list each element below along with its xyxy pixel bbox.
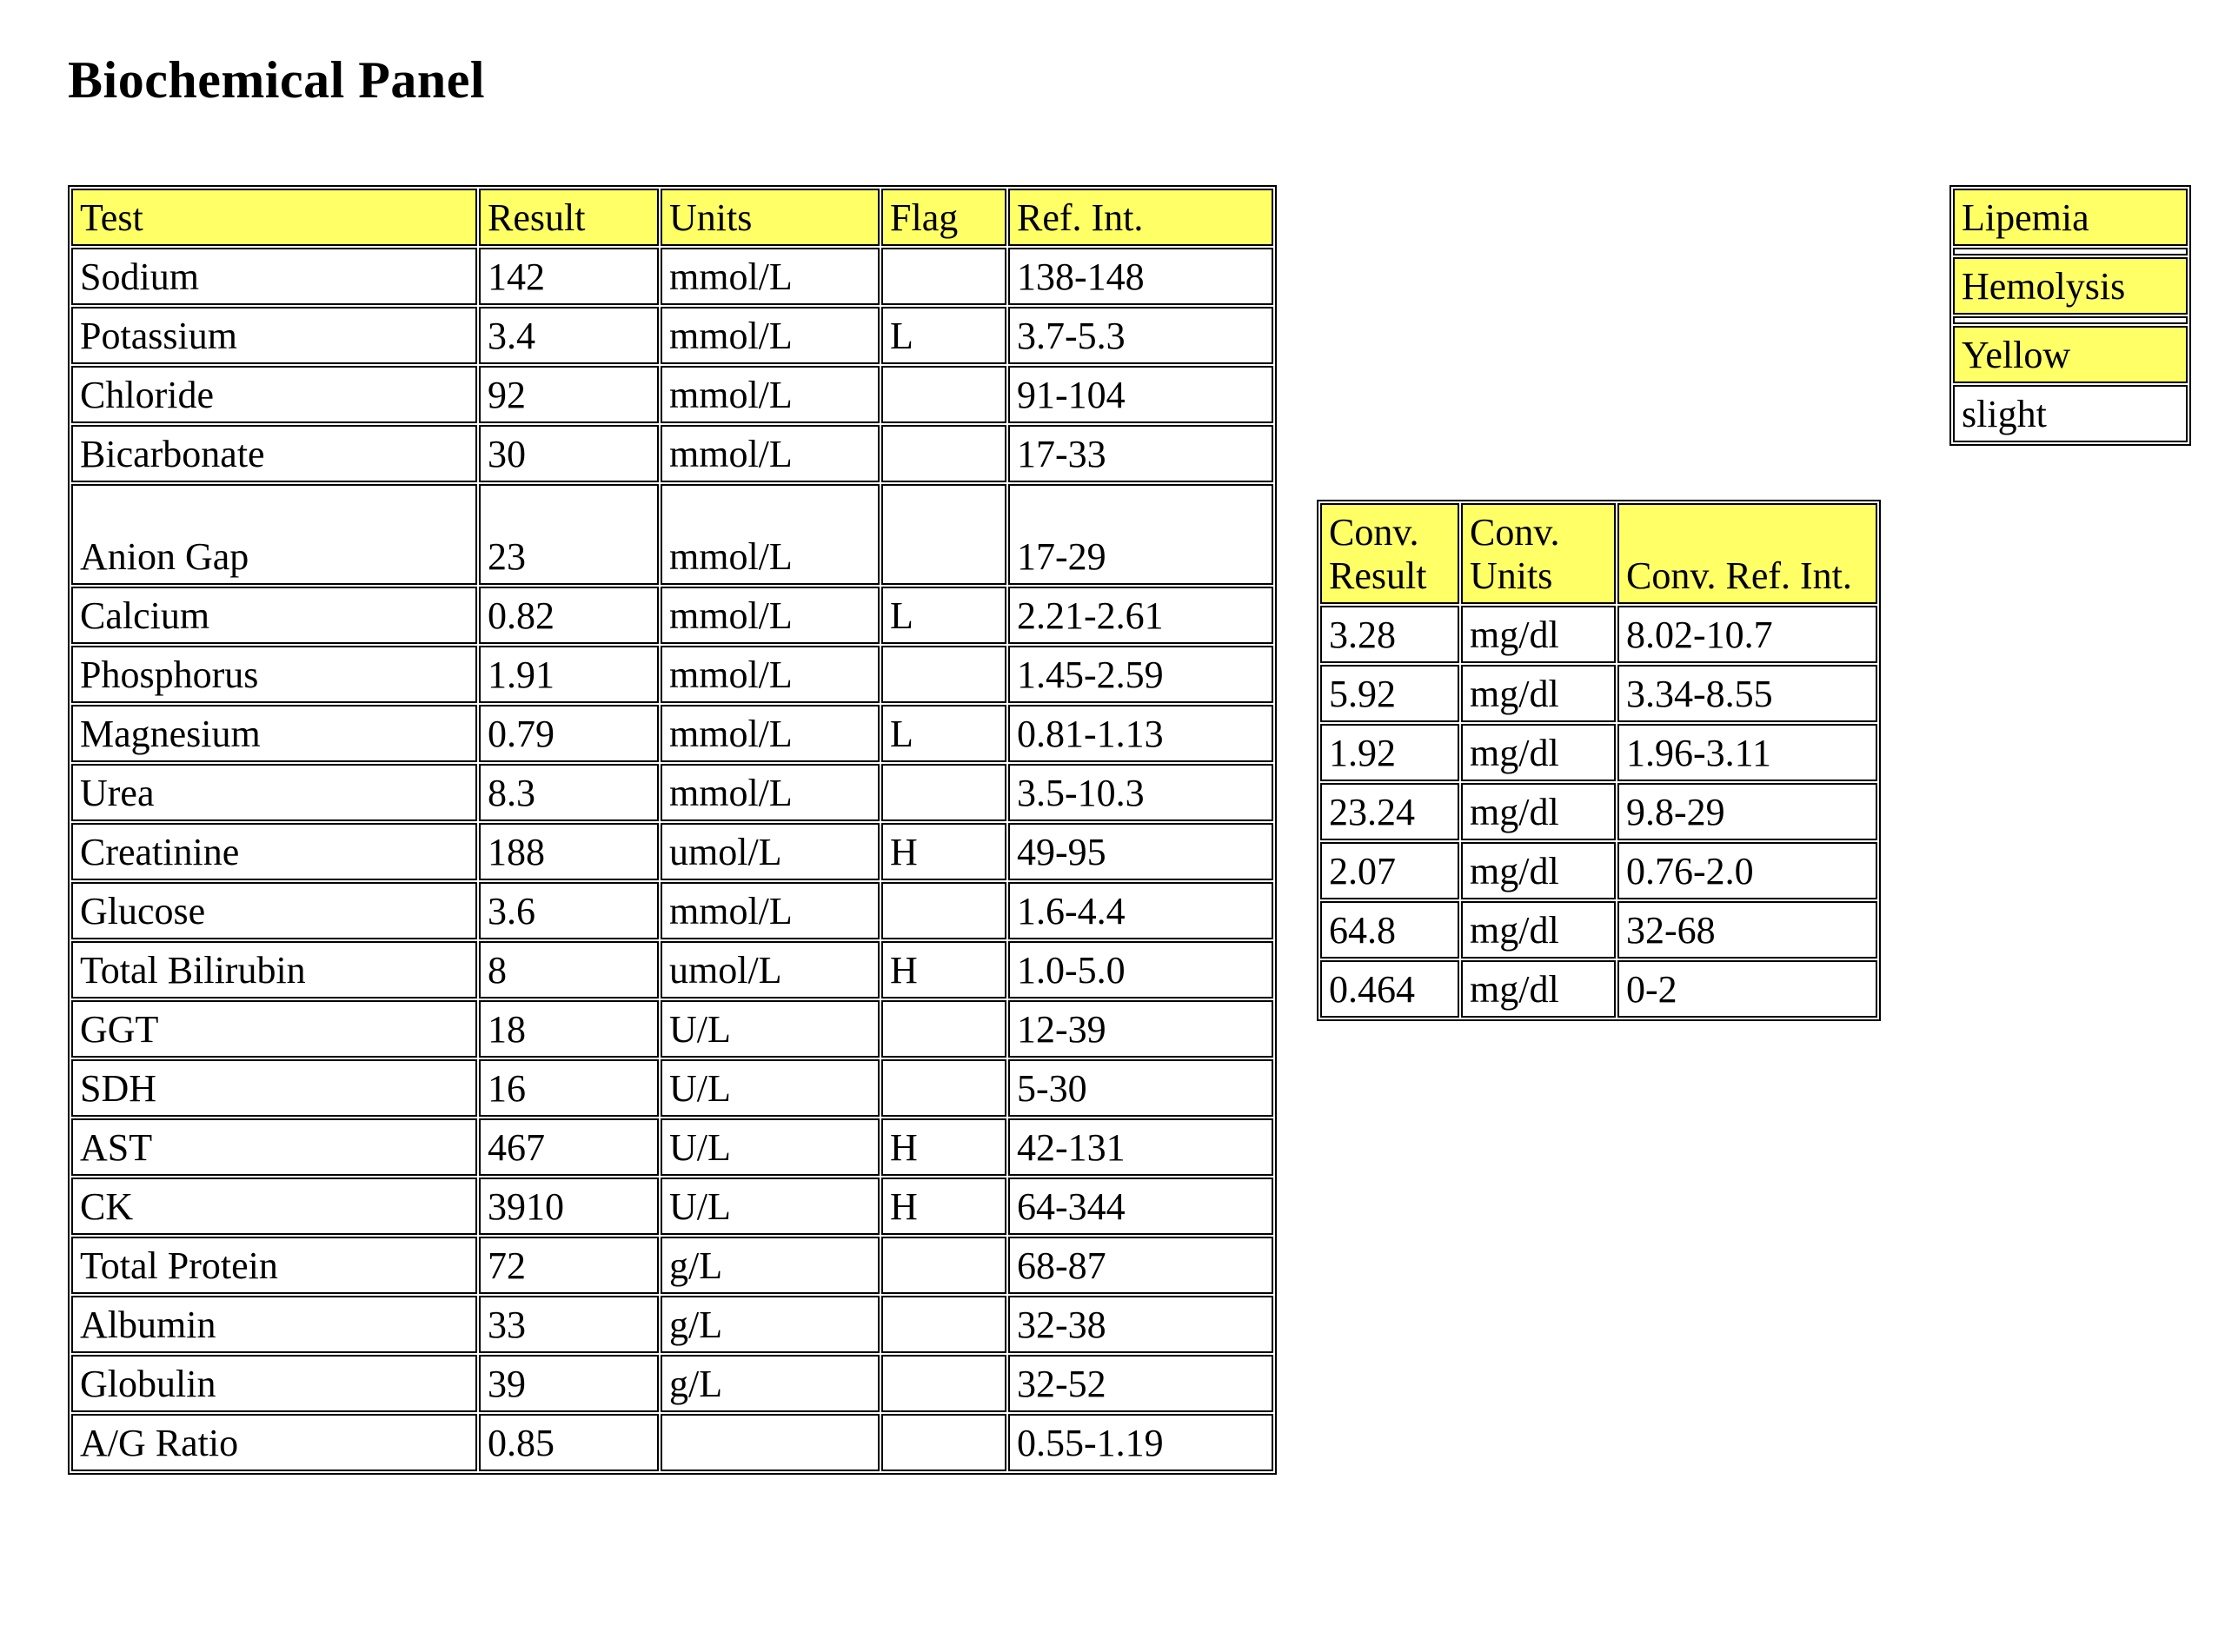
biochem-cell: 17-33 xyxy=(1008,425,1273,482)
biochem-cell: 2.21-2.61 xyxy=(1008,587,1273,644)
table-row xyxy=(71,366,1273,423)
biochem-cell xyxy=(881,248,1006,305)
biochem-cell: mmol/L xyxy=(661,366,880,423)
table-row xyxy=(1320,842,1877,899)
column-header-test: Test xyxy=(71,189,477,246)
biochem-cell: mmol/L xyxy=(661,587,880,644)
biochem-cell: 0.79 xyxy=(479,705,659,762)
biochem-cell: g/L xyxy=(661,1237,880,1294)
conv-header-row xyxy=(1320,503,1877,604)
table-row xyxy=(71,1355,1273,1412)
biochem-cell: L xyxy=(881,307,1006,364)
conv-cell: 9.8-29 xyxy=(1617,783,1877,840)
biochem-cell: L xyxy=(881,705,1006,762)
biochem-cell: L xyxy=(881,587,1006,644)
biochem-cell xyxy=(661,1414,880,1471)
biochem-cell: 188 xyxy=(479,823,659,880)
biochem-cell: Anion Gap xyxy=(71,484,477,585)
table-row xyxy=(71,248,1273,305)
conv-cell: mg/dl xyxy=(1461,842,1616,899)
biochem-cell: Magnesium xyxy=(71,705,477,762)
table-row xyxy=(1953,189,2188,246)
conv-cell: 1.96-3.11 xyxy=(1617,724,1877,781)
biochem-cell: 64-344 xyxy=(1008,1178,1273,1235)
biochem-cell: mmol/L xyxy=(661,248,880,305)
biochem-cell: 1.0-5.0 xyxy=(1008,941,1273,998)
table-row xyxy=(71,1178,1273,1235)
biochem-cell: Chloride xyxy=(71,366,477,423)
biochem-cell: g/L xyxy=(661,1296,880,1353)
biochem-cell: U/L xyxy=(661,1178,880,1235)
biochem-cell: Urea xyxy=(71,764,477,821)
table-row xyxy=(71,941,1273,998)
biochem-cell: 1.91 xyxy=(479,646,659,703)
biochem-cell: mmol/L xyxy=(661,705,880,762)
biochem-cell xyxy=(881,764,1006,821)
biochem-cell: 39 xyxy=(479,1355,659,1412)
biochem-cell: 3910 xyxy=(479,1178,659,1235)
specimen-cell: Yellow xyxy=(1953,326,2188,383)
biochem-cell: mmol/L xyxy=(661,484,880,585)
biochem-cell xyxy=(881,484,1006,585)
conv-table-body xyxy=(1320,606,1877,1018)
table-row xyxy=(71,484,1273,585)
biochem-cell: 0.55-1.19 xyxy=(1008,1414,1273,1471)
table-row xyxy=(71,1296,1273,1353)
biochem-cell: 72 xyxy=(479,1237,659,1294)
specimen-cell xyxy=(1953,248,2188,255)
table-row xyxy=(71,882,1273,939)
conv-cell: 8.02-10.7 xyxy=(1617,606,1877,663)
biochem-cell: mmol/L xyxy=(661,646,880,703)
biochem-cell: 3.4 xyxy=(479,307,659,364)
biochem-cell: Albumin xyxy=(71,1296,477,1353)
conv-cell: 2.07 xyxy=(1320,842,1459,899)
column-header-ref-int: Ref. Int. xyxy=(1008,189,1273,246)
biochem-header-row xyxy=(71,189,1273,246)
specimen-quality-table xyxy=(1949,185,2191,446)
conv-cell: mg/dl xyxy=(1461,665,1616,722)
conv-cell: 32-68 xyxy=(1617,901,1877,959)
table-row xyxy=(71,1000,1273,1058)
biochem-cell: g/L xyxy=(661,1355,880,1412)
column-header-flag: Flag xyxy=(881,189,1006,246)
biochem-cell: 467 xyxy=(479,1118,659,1176)
conv-cell: mg/dl xyxy=(1461,960,1616,1018)
specimen-cell: Lipemia xyxy=(1953,189,2188,246)
biochem-cell: Globulin xyxy=(71,1355,477,1412)
biochem-cell: 17-29 xyxy=(1008,484,1273,585)
table-row xyxy=(1953,385,2188,442)
biochem-cell: Total Bilirubin xyxy=(71,941,477,998)
table-row xyxy=(1320,724,1877,781)
biochem-cell: SDH xyxy=(71,1059,477,1117)
biochem-cell: 142 xyxy=(479,248,659,305)
biochem-cell: U/L xyxy=(661,1118,880,1176)
conv-cell: 0.76-2.0 xyxy=(1617,842,1877,899)
biochem-cell xyxy=(881,1237,1006,1294)
biochem-table-body xyxy=(71,248,1273,1471)
biochem-cell: GGT xyxy=(71,1000,477,1058)
table-row xyxy=(71,1237,1273,1294)
biochem-cell: mmol/L xyxy=(661,882,880,939)
biochem-cell: 0.85 xyxy=(479,1414,659,1471)
biochem-cell: A/G Ratio xyxy=(71,1414,477,1471)
conv-cell: 3.28 xyxy=(1320,606,1459,663)
biochem-cell: 91-104 xyxy=(1008,366,1273,423)
biochem-cell xyxy=(881,425,1006,482)
conv-cell: 0-2 xyxy=(1617,960,1877,1018)
biochem-cell: Sodium xyxy=(71,248,477,305)
biochem-cell: Total Protein xyxy=(71,1237,477,1294)
biochem-cell: CK xyxy=(71,1178,477,1235)
column-header-units: Units xyxy=(661,189,880,246)
conv-cell: 1.92 xyxy=(1320,724,1459,781)
biochem-cell: 0.82 xyxy=(479,587,659,644)
biochem-cell xyxy=(881,1000,1006,1058)
biochem-cell xyxy=(881,366,1006,423)
biochem-cell: U/L xyxy=(661,1059,880,1117)
biochem-cell xyxy=(881,1059,1006,1117)
table-row xyxy=(1953,326,2188,383)
table-row xyxy=(71,1059,1273,1117)
biochem-cell: mmol/L xyxy=(661,425,880,482)
biochem-cell: 3.6 xyxy=(479,882,659,939)
table-row xyxy=(1320,606,1877,663)
biochem-cell xyxy=(881,1296,1006,1353)
biochem-cell: Creatinine xyxy=(71,823,477,880)
table-row xyxy=(71,1118,1273,1176)
column-header-conv-units: Conv. Units xyxy=(1461,503,1616,604)
biochem-cell: 12-39 xyxy=(1008,1000,1273,1058)
biochem-cell xyxy=(881,882,1006,939)
biochem-cell: 18 xyxy=(479,1000,659,1058)
biochem-cell: H xyxy=(881,823,1006,880)
biochem-cell: H xyxy=(881,1178,1006,1235)
biochem-cell: 30 xyxy=(479,425,659,482)
biochem-cell: U/L xyxy=(661,1000,880,1058)
conv-cell: mg/dl xyxy=(1461,606,1616,663)
table-row xyxy=(1320,783,1877,840)
biochem-cell: 5-30 xyxy=(1008,1059,1273,1117)
biochem-cell: 138-148 xyxy=(1008,248,1273,305)
biochem-cell: Glucose xyxy=(71,882,477,939)
specimen-table-body xyxy=(1953,189,2188,442)
table-row xyxy=(71,587,1273,644)
table-row xyxy=(71,425,1273,482)
biochem-cell: 32-52 xyxy=(1008,1355,1273,1412)
specimen-cell: slight xyxy=(1953,385,2188,442)
column-header-result: Result xyxy=(479,189,659,246)
biochem-cell: AST xyxy=(71,1118,477,1176)
table-row xyxy=(71,823,1273,880)
biochem-cell: Bicarbonate xyxy=(71,425,477,482)
table-row xyxy=(1320,901,1877,959)
biochem-cell: 3.7-5.3 xyxy=(1008,307,1273,364)
table-row xyxy=(1320,665,1877,722)
biochem-cell: 8.3 xyxy=(479,764,659,821)
table-row xyxy=(1953,316,2188,324)
biochem-cell: 92 xyxy=(479,366,659,423)
column-header-conv-result: Conv. Result xyxy=(1320,503,1459,604)
biochem-cell: Phosphorus xyxy=(71,646,477,703)
specimen-cell: Hemolysis xyxy=(1953,257,2188,315)
biochem-cell: Potassium xyxy=(71,307,477,364)
biochem-cell: H xyxy=(881,1118,1006,1176)
specimen-cell xyxy=(1953,316,2188,324)
biochem-cell xyxy=(881,646,1006,703)
table-row xyxy=(71,307,1273,364)
biochem-cell: H xyxy=(881,941,1006,998)
table-row xyxy=(71,646,1273,703)
conv-cell: 3.34-8.55 xyxy=(1617,665,1877,722)
table-row xyxy=(71,764,1273,821)
biochem-cell: 32-38 xyxy=(1008,1296,1273,1353)
biochem-cell: Calcium xyxy=(71,587,477,644)
biochem-cell: umol/L xyxy=(661,823,880,880)
biochem-cell: 42-131 xyxy=(1008,1118,1273,1176)
conv-cell: 5.92 xyxy=(1320,665,1459,722)
biochem-cell: 1.6-4.4 xyxy=(1008,882,1273,939)
biochem-cell: 23 xyxy=(479,484,659,585)
table-row xyxy=(71,1414,1273,1471)
table-row xyxy=(1320,960,1877,1018)
column-header-conv-ref-int: Conv. Ref. Int. xyxy=(1617,503,1877,604)
conventional-units-table xyxy=(1317,500,1881,1021)
table-row xyxy=(71,705,1273,762)
conv-cell: mg/dl xyxy=(1461,783,1616,840)
conv-cell: 23.24 xyxy=(1320,783,1459,840)
conv-cell: 64.8 xyxy=(1320,901,1459,959)
biochem-cell: mmol/L xyxy=(661,307,880,364)
biochem-cell: 3.5-10.3 xyxy=(1008,764,1273,821)
conv-cell: mg/dl xyxy=(1461,901,1616,959)
biochem-cell: mmol/L xyxy=(661,764,880,821)
biochem-cell: 0.81-1.13 xyxy=(1008,705,1273,762)
conv-cell: 0.464 xyxy=(1320,960,1459,1018)
biochem-cell: 16 xyxy=(479,1059,659,1117)
page-title: Biochemical Panel xyxy=(68,51,486,109)
biochem-cell: 68-87 xyxy=(1008,1237,1273,1294)
biochem-cell: 33 xyxy=(479,1296,659,1353)
biochem-cell: umol/L xyxy=(661,941,880,998)
biochem-cell xyxy=(881,1355,1006,1412)
conv-cell: mg/dl xyxy=(1461,724,1616,781)
table-row xyxy=(1953,248,2188,255)
biochem-cell: 49-95 xyxy=(1008,823,1273,880)
biochem-results-table xyxy=(68,185,1277,1475)
biochem-cell: 1.45-2.59 xyxy=(1008,646,1273,703)
biochem-cell xyxy=(881,1414,1006,1471)
biochem-cell: 8 xyxy=(479,941,659,998)
table-row xyxy=(1953,257,2188,315)
